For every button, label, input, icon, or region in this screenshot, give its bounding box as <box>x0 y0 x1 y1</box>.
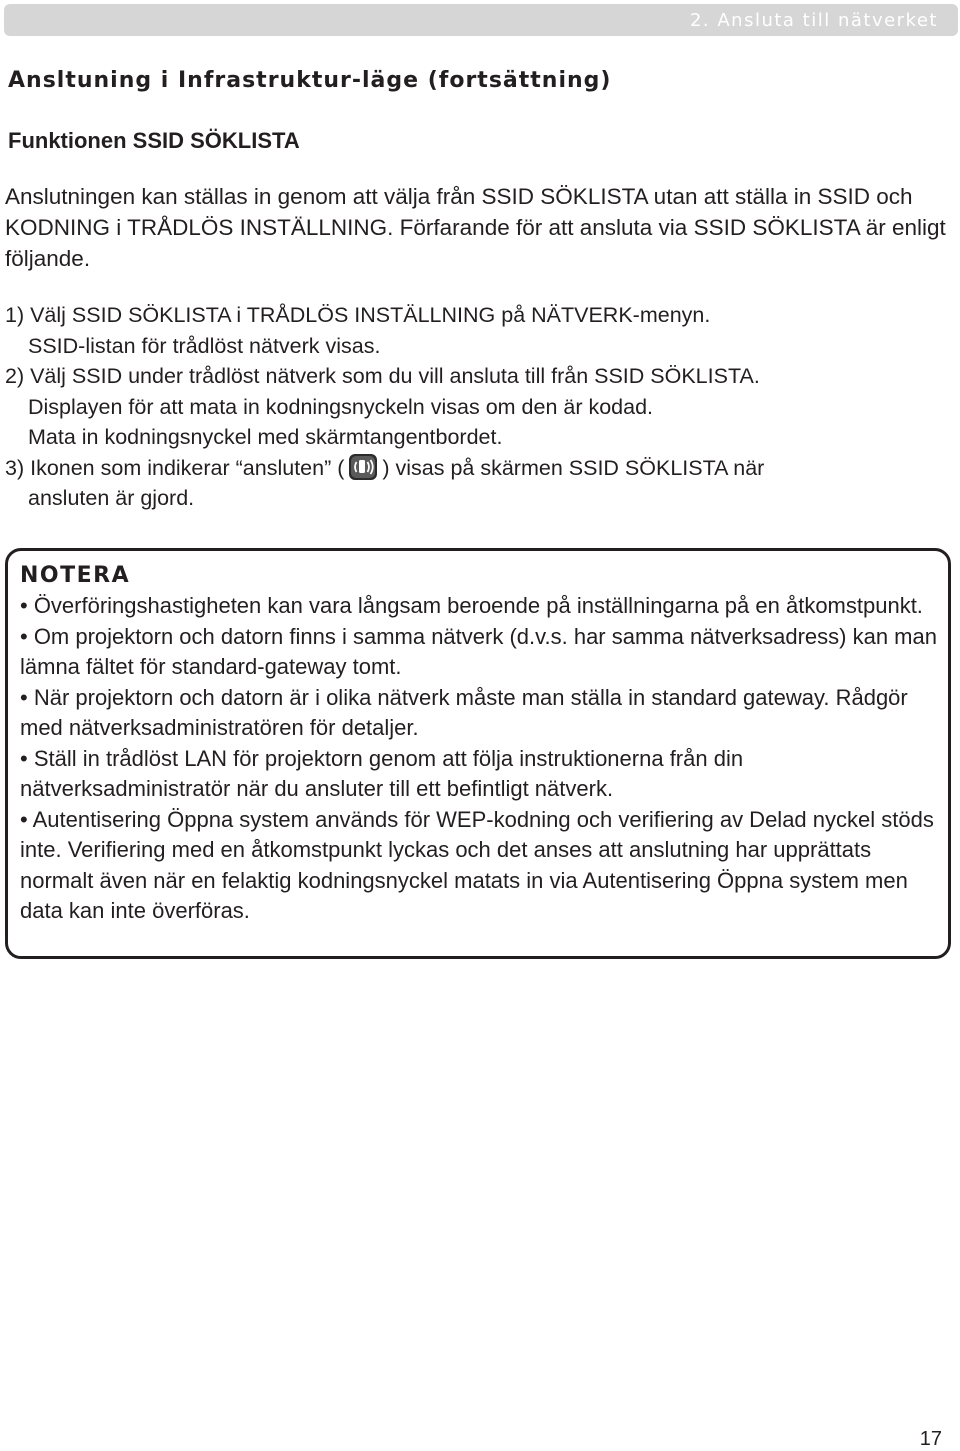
connected-icon <box>348 453 378 481</box>
note-item: • När projektorn och datorn är i olika nätverk måste man ställa in standard gateway. Rådgör med nätverksadministratören för detaljer. <box>20 684 908 740</box>
note-list <box>20 591 940 927</box>
step-3 <box>5 453 950 484</box>
step-2-detail-2: Mata in kodningsnyckel med skärmtangentbordet. <box>28 425 503 449</box>
note-item: • Autentisering Öppna system används för WEP-kodning och verifiering av Delad nyckel stöds inte. Verifiering med en åtkomstpunkt lyckas och det anses att anslutning har upprättats normalt även när en felaktig kodningsnyckel matats in via Autentisering Öppna system men data kan inte överföras. <box>20 806 934 923</box>
note-item: • Ställ in trådlöst LAN för projektorn genom att följa instruktionerna från din nätverksadministratör när du ansluter till ett befintligt nätverk. <box>20 745 744 801</box>
chapter-header-bar <box>4 4 958 36</box>
note-title: NOTERA <box>20 563 131 588</box>
intro-paragraph: Anslutningen kan ställas in genom att välja från SSID SÖKLISTA utan att ställa in SSID och KODNING i TRÅDLÖS INSTÄLLNING. Förfarande för att ansluta via SSID SÖKLISTA är enligt följande. <box>5 184 946 271</box>
page-number: 17 <box>919 1428 942 1450</box>
step-1: 1) Välj SSID SÖKLISTA i TRÅDLÖS INSTÄLLNING på NÄTVERK-menyn. <box>5 303 711 327</box>
step-2-detail-1: Displayen för att mata in kodningsnyckeln visas om den är kodad. <box>28 394 654 419</box>
step-1-detail: SSID-listan för trådlöst nätverk visas. <box>28 333 381 358</box>
subsection-title: Funktionen SSID SÖKLISTA <box>8 128 300 153</box>
step-2: 2) Välj SSID under trådlöst nätverk som du vill ansluta till från SSID SÖKLISTA. <box>5 364 760 388</box>
chapter-title: 2. Ansluta till nätverket <box>689 10 938 31</box>
step-3-text-after: ) visas på skärmen SSID SÖKLISTA när <box>382 455 765 480</box>
steps-list <box>5 300 950 514</box>
step-3-text-before: 3) Ikonen som indikerar “ansluten” ( <box>5 455 345 480</box>
section-title: Ansltuning i Infrastruktur-läge (fortsättning) <box>8 68 612 93</box>
note-item: • Om projektorn och datorn finns i samma nätverk (d.v.s. har samma nätverksadress) kan man lämna fältet för standard-gateway tomt. <box>20 623 937 679</box>
step-3-detail: ansluten är gjord. <box>28 486 195 510</box>
note-item: • Överföringshastigheten kan vara långsam beroende på inställningarna på en åtkomstpunkt. <box>20 593 923 618</box>
